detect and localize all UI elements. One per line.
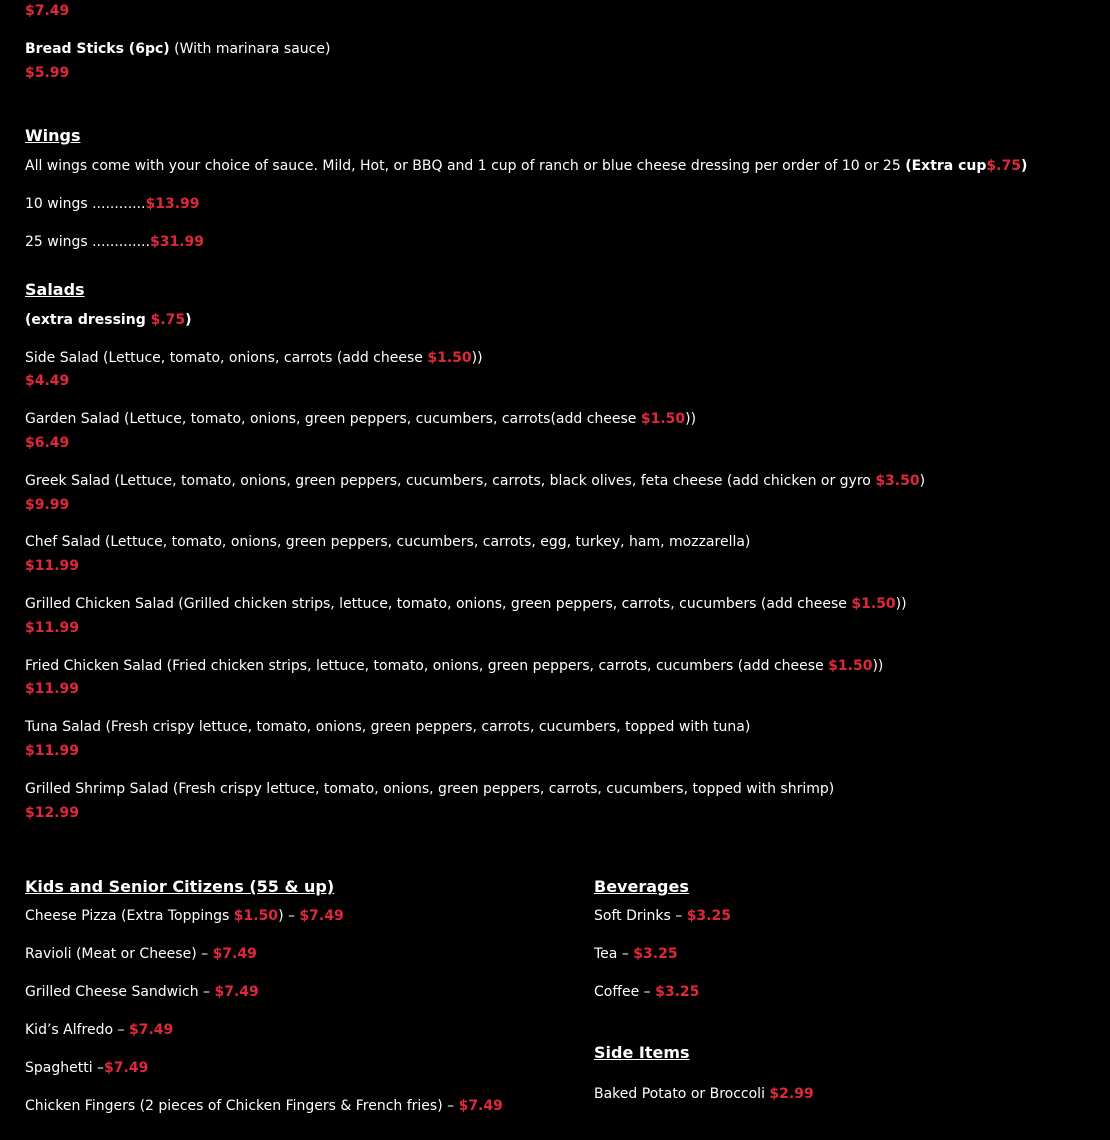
beverage-text: Tea – <box>594 946 629 962</box>
side-item <box>594 1084 1094 1104</box>
beverage-item <box>594 982 1094 1002</box>
kids-item-text: Grilled Cheese Sandwich – <box>25 984 211 1000</box>
kids-item-text: Ravioli (Meat or Cheese) – <box>25 946 209 962</box>
salads-extra-suffix: ) <box>185 312 192 328</box>
breadsticks-price: $5.99 <box>25 65 70 81</box>
salad-text: Chef Salad (Lettuce, tomato, onions, green peppers, cucumbers, carrots, egg, turkey, ham, mozzarella) <box>25 534 751 550</box>
kids-item-text: Kid’s Alfredo – <box>25 1022 125 1038</box>
salad-text: Grilled Shrimp Salad (Fresh crispy lettuce, tomato, onions, green peppers, carrots, cucumbers, topped with shrimp) <box>25 781 835 797</box>
breadsticks-name: Bread Sticks (6pc) <box>25 41 170 57</box>
wings-heading: Wings <box>25 126 81 145</box>
salad-item-desc <box>25 594 907 614</box>
beverages-heading: Beverages <box>594 877 689 896</box>
salad-item-price: $11.99 <box>25 558 80 574</box>
salads-extra-dressing <box>25 310 192 330</box>
salad-text: Tuna Salad (Fresh crispy lettuce, tomato, onions, green peppers, carrots, cucumbers, topped with tuna) <box>25 719 751 735</box>
breadsticks-note: (With marinara sauce) <box>174 41 331 57</box>
sides-heading: Side Items <box>594 1043 690 1062</box>
wings-extra-suffix: ) <box>1020 158 1028 174</box>
kids-heading: Kids and Senior Citizens (55 & up) <box>25 877 335 896</box>
salad-addon-price: $1.50 <box>828 658 873 674</box>
beverage-text: Coffee – <box>594 984 651 1000</box>
salad-item-desc <box>25 348 483 368</box>
salad-item-desc <box>25 779 834 799</box>
wings-label: 25 wings ............. <box>25 234 150 250</box>
kids-item <box>25 944 545 964</box>
beverage-item <box>594 944 1094 964</box>
kids-item-price: $7.49 <box>212 946 257 962</box>
wings-extra-price: $.75 <box>986 158 1021 174</box>
salad-addon-price: $3.50 <box>875 473 920 489</box>
salad-text: Garden Salad (Lettuce, tomato, onions, green peppers, cucumbers, carrots(add cheese <box>25 411 637 427</box>
salad-item-desc <box>25 656 883 676</box>
salad-addon-price: $1.50 <box>640 411 686 427</box>
breadsticks-item <box>25 39 330 59</box>
kids-item-price: $7.49 <box>299 908 344 924</box>
wings-extra-prefix: (Extra cup <box>905 158 987 174</box>
kids-item <box>25 1096 545 1116</box>
wings-desc-text: All wings come with your choice of sauce. Mild, Hot, or BBQ and 1 cup of ranch or blue cheese dressing per order of 10 or 25 <box>25 158 901 174</box>
previous-item-price: $7.49 <box>25 3 70 19</box>
beverage-price: $3.25 <box>633 946 678 962</box>
kids-item-text: Chicken Fingers (2 pieces of Chicken Fingers & French fries) – <box>25 1098 455 1114</box>
wings-item-25 <box>25 232 204 252</box>
kids-section <box>25 876 545 1134</box>
salad-item-price: $9.99 <box>25 497 70 513</box>
salad-text: Fried Chicken Salad (Fried chicken strips, lettuce, tomato, onions, green peppers, carrots, cucumbers (add cheese <box>25 658 824 674</box>
kids-item-price: $7.49 <box>214 984 259 1000</box>
beverages-section <box>594 876 1094 1122</box>
kids-item-price: $7.49 <box>104 1060 149 1076</box>
kids-item <box>25 982 545 1002</box>
kids-item-text: Spaghetti – <box>25 1060 105 1076</box>
salad-close: )) <box>471 350 483 366</box>
salad-item-desc <box>25 717 750 737</box>
salad-close: )) <box>685 411 697 427</box>
wings-label: 10 wings ............ <box>25 196 146 212</box>
salad-close: )) <box>895 596 907 612</box>
side-price: $2.99 <box>769 1086 814 1102</box>
salad-text: Grilled Chicken Salad (Grilled chicken strips, lettuce, tomato, onions, green peppers, carrots, cucumbers (add cheese <box>25 596 847 612</box>
kids-addon-price: $1.50 <box>233 908 279 924</box>
salad-close: ) <box>919 473 926 489</box>
kids-item-sep: ) – <box>278 908 295 924</box>
kids-item-price: $7.49 <box>128 1022 174 1038</box>
salads-heading: Salads <box>25 280 85 299</box>
beverage-price: $3.25 <box>655 984 700 1000</box>
salad-text: Side Salad (Lettuce, tomato, onions, carrots (add cheese <box>25 350 423 366</box>
kids-item-price: $7.49 <box>458 1098 503 1114</box>
salad-text: Greek Salad (Lettuce, tomato, onions, green peppers, cucumbers, carrots, black olives, feta cheese (add chicken or gyro <box>25 473 871 489</box>
salad-addon-price: $1.50 <box>851 596 896 612</box>
beverage-text: Soft Drinks – <box>594 908 683 924</box>
beverage-item <box>594 906 1094 926</box>
salad-item-desc <box>25 532 750 552</box>
wings-price: $31.99 <box>149 234 204 250</box>
salad-item-price: $11.99 <box>25 681 80 697</box>
kids-item <box>25 1058 545 1078</box>
wings-price: $13.99 <box>145 196 200 212</box>
wings-description <box>25 156 1027 176</box>
salad-item-desc <box>25 471 925 491</box>
side-text: Baked Potato or Broccoli <box>594 1086 765 1102</box>
kids-item <box>25 1020 545 1040</box>
salad-addon-price: $1.50 <box>427 350 472 366</box>
salad-item-price: $11.99 <box>25 620 80 636</box>
kids-item <box>25 906 545 926</box>
salad-item-price: $6.49 <box>25 435 70 451</box>
salads-extra-price: $.75 <box>150 312 186 328</box>
salad-item-price: $4.49 <box>25 373 70 389</box>
wings-item-10 <box>25 194 200 214</box>
salad-close: )) <box>872 658 884 674</box>
kids-item-text: Cheese Pizza (Extra Toppings <box>25 908 230 924</box>
salad-item-desc <box>25 409 696 429</box>
salad-item-price: $11.99 <box>25 743 80 759</box>
salad-item-price: $12.99 <box>25 805 80 821</box>
beverage-price: $3.25 <box>686 908 731 924</box>
salads-extra-prefix: (extra dressing <box>25 312 146 328</box>
